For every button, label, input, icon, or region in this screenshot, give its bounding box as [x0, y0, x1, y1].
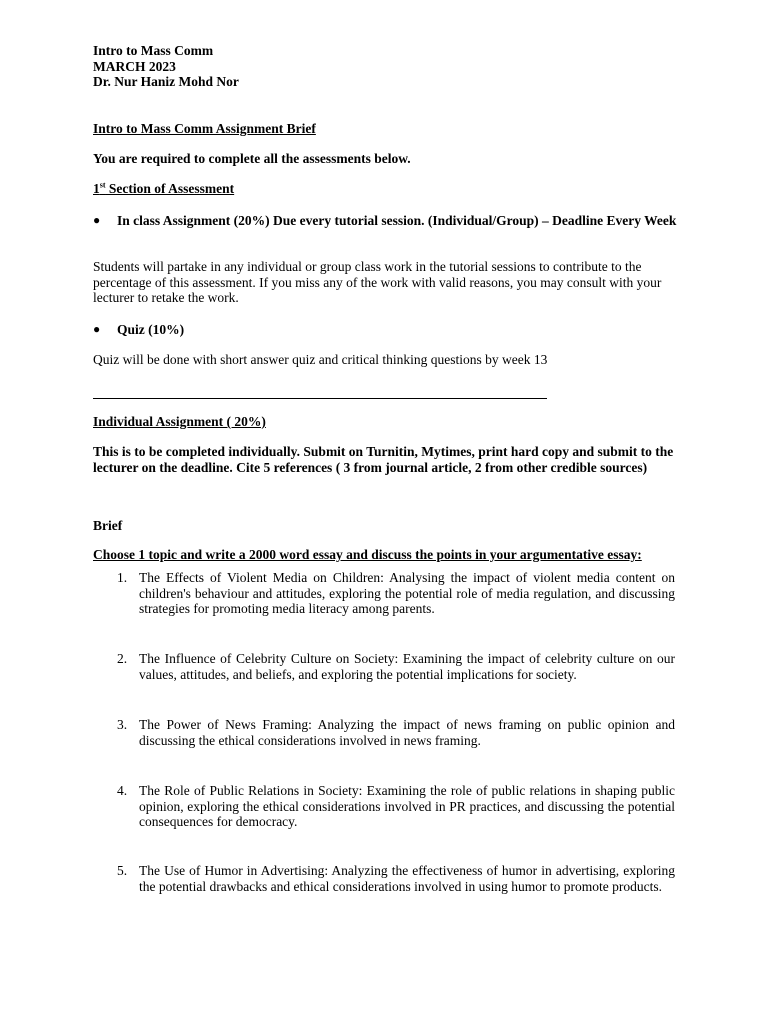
- bullet-quiz: [93, 322, 678, 338]
- topic-number: 3.: [117, 717, 128, 732]
- bullet-icon: ●: [93, 213, 101, 227]
- list-item: [93, 570, 675, 617]
- section-number: 1: [93, 181, 100, 196]
- topic-number: 2.: [117, 651, 128, 666]
- section-divider: [93, 398, 547, 399]
- list-item: [93, 783, 675, 830]
- required-note: You are required to complete all the assessments below.: [93, 151, 411, 166]
- list-item: [93, 651, 675, 682]
- topic-number: 5.: [117, 863, 128, 878]
- section-heading: [93, 181, 678, 197]
- topic-text: The Power of News Framing: Analyzing the impact of news framing on public opinion and discussing the ethical considerations involved in news framing.: [139, 717, 675, 748]
- bullet-quiz-label: Quiz (10%): [117, 322, 185, 337]
- bullet-icon: ●: [93, 322, 101, 336]
- topic-number: 1.: [117, 570, 128, 585]
- course-name: Intro to Mass Comm: [93, 43, 214, 58]
- brief-heading: Brief: [93, 518, 123, 533]
- choose-topic-line: Choose 1 topic and write a 2000 word essay and discuss the points in your argumentative essay:: [93, 547, 642, 562]
- topic-text: The Use of Humor in Advertising: Analyzing the effectiveness of humor in advertising, exploring the potential drawbacks and ethical considerations involved in using humor to promote products.: [139, 863, 675, 894]
- individual-instructions: This is to be completed individually. Submit on Turnitin, Mytimes, print hard copy and submit to the lecturer on the deadline. Cite 5 references ( 3 from journal article, 2 from other credible sources): [93, 444, 674, 475]
- lecturer-name: Dr. Nur Haniz Mohd Nor: [93, 74, 239, 89]
- section-ordinal: st: [99, 180, 106, 190]
- topic-number: 4.: [117, 783, 128, 798]
- topic-text: The Influence of Celebrity Culture on Society: Examining the impact of celebrity culture on our values, attitudes, and beliefs, and exploring the potential implications for society.: [139, 651, 675, 682]
- quiz-description: Quiz will be done with short answer quiz and critical thinking questions by week 13: [93, 352, 548, 367]
- bullet-inclass-label: In class Assignment (20%) Due every tutorial session. (Individual/Group) – Deadline Every Week: [117, 213, 677, 228]
- topic-text: The Role of Public Relations in Society: Examining the role of public relations in shaping public opinion, exploring the ethical considerations involved in PR practices, and discussing the potential consequences for democracy.: [139, 783, 675, 829]
- brief-title: Intro to Mass Comm Assignment Brief: [93, 121, 316, 136]
- inclass-description: Students will partake in any individual or group class work in the tutorial sessions to contribute to the percentage of this assessment. If you miss any of the work with valid reasons, you may consult with your lecturer to retake the work.: [93, 259, 662, 305]
- bullet-inclass: [93, 213, 678, 229]
- topic-text: The Effects of Violent Media on Children: Analysing the impact of violent media content on children's behaviour and attitudes, exploring the potential role of media regulation, and discussing strategies for promoting media literacy among parents.: [139, 570, 675, 616]
- document-header: [93, 43, 678, 90]
- individual-title: Individual Assignment ( 20%): [93, 414, 266, 429]
- section-title: Section of Assessment: [105, 181, 235, 196]
- document-date: MARCH 2023: [93, 58, 176, 74]
- list-item: [93, 863, 675, 894]
- list-item: [93, 717, 675, 748]
